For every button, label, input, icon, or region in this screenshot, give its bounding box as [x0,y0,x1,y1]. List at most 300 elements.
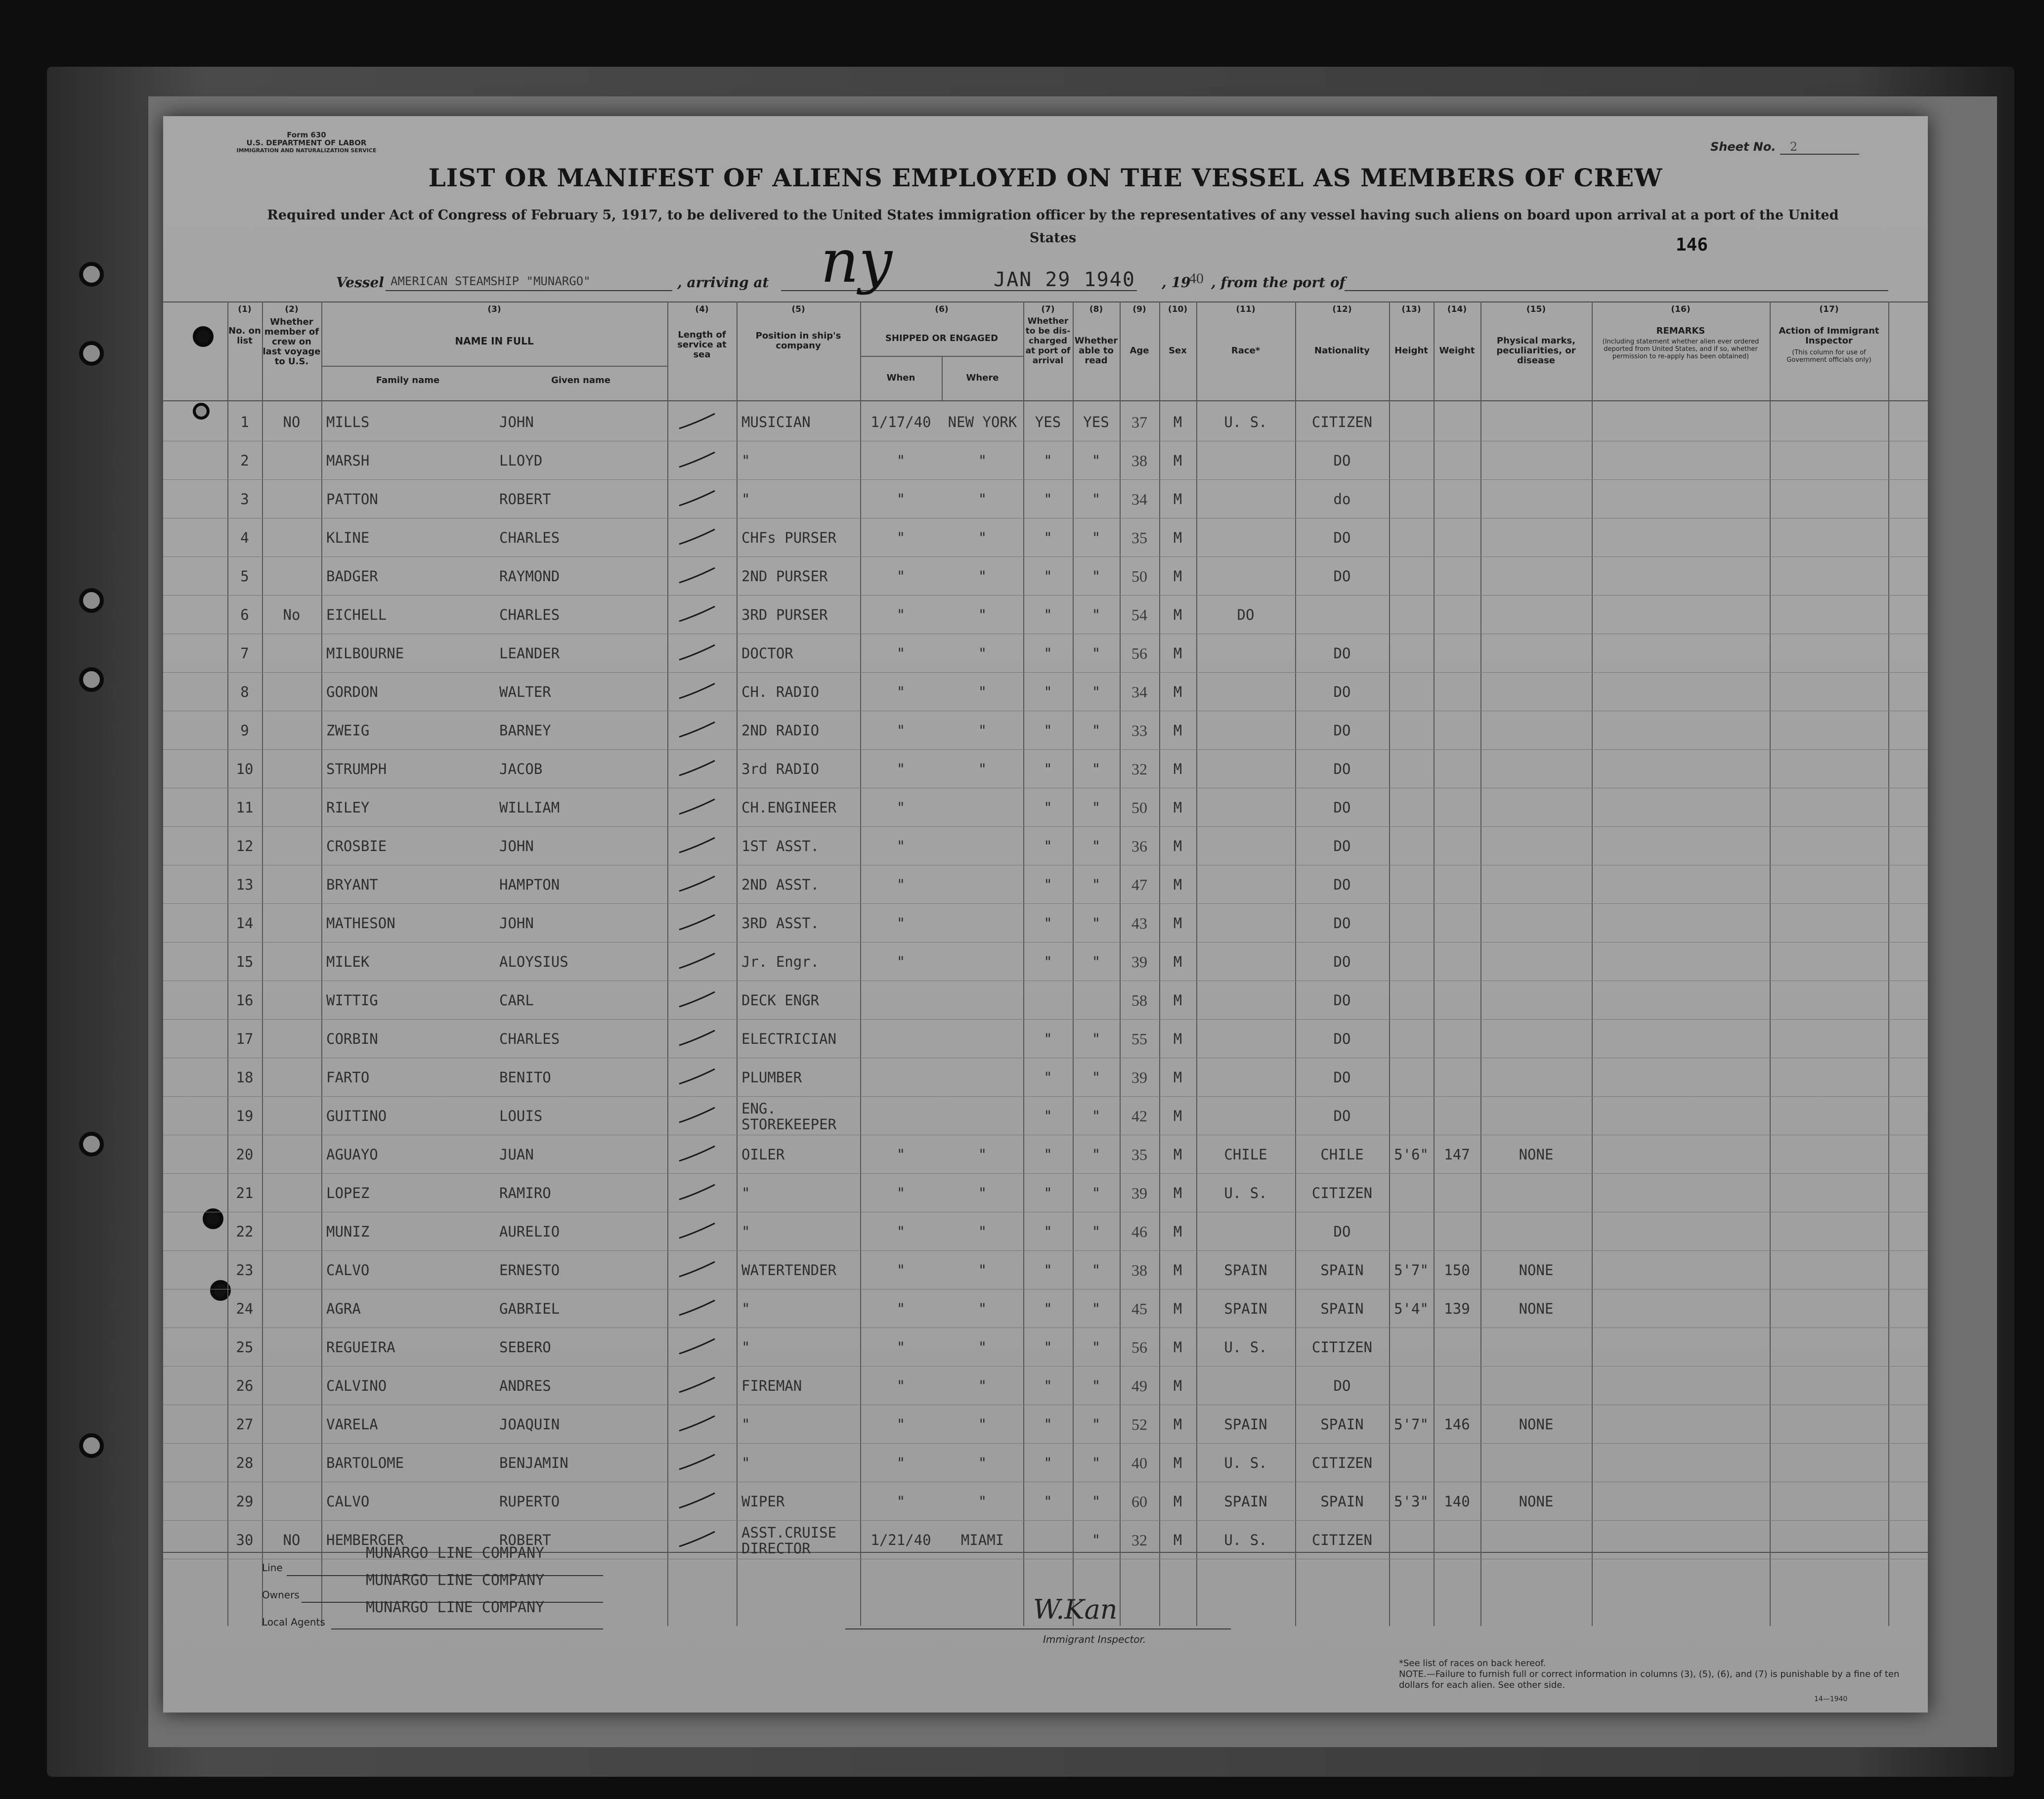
cell-given: CHARLES [499,529,560,546]
cell-nat: DO [1333,452,1351,469]
cell-where [942,788,1023,827]
cell-margin: 56 [109,1454,125,1472]
cell-no: 22 [236,1223,254,1240]
cell-phys [1480,981,1592,1020]
cell-read: " [1091,1416,1101,1433]
cell-margin: 45 [109,1030,125,1048]
cell-nat: SPAIN [1320,1493,1364,1510]
cell-age: 55 [1131,1030,1147,1048]
cell-where: " [978,1493,987,1510]
service-tick-icon [677,1183,717,1201]
cell-nat [1295,596,1389,634]
note-text: NOTE.—Failure to furnish full or correct information in columns (3), (5), (6), and (7) is punishable by a fine of ten dollars for each alien. See other side. [1399,1669,1900,1690]
cell-position: " [741,1416,750,1433]
cell-weight [1434,441,1480,480]
cell-position: ELECTRICIAN [741,1030,837,1047]
cell-member [262,1367,321,1405]
cell-position: " [741,452,750,469]
cell-read: " [1091,568,1101,585]
cell-family: MARSH [326,452,370,469]
service-tick-icon [677,951,717,970]
cell-race [1196,942,1295,981]
cell-age: 60 [1131,1493,1147,1510]
cell-family: BRYANT [326,876,378,893]
cell-sex: M [1173,529,1182,546]
cell-when [860,1058,942,1097]
cell-member: No [283,606,301,623]
cell-height [1389,788,1434,827]
cell-nat: DO [1333,915,1351,932]
cell-age: 42 [1131,1107,1147,1125]
cell-age: 45 [1131,1300,1147,1318]
service-tick-icon [677,1106,717,1124]
cell-weight [1434,942,1480,981]
col-num-14: (14) [1447,304,1467,314]
cell-disch: " [1044,1455,1052,1471]
cell-age: 54 [1131,606,1147,624]
cell-given: RAMIRO [499,1185,551,1201]
cell-member [262,1251,321,1289]
cell-sex: M [1173,992,1182,1009]
cell-no: 26 [236,1377,254,1394]
cell-margin: 140 [109,1531,132,1549]
cell-position: 2ND RADIO [741,722,820,739]
col-num-17: (17) [1819,304,1839,314]
cell-where: " [978,452,987,469]
cell-height: 5'3" [1394,1493,1429,1510]
cell-height [1389,1020,1434,1058]
cell-age: 56 [1131,1338,1147,1356]
cell-no: 19 [236,1108,254,1124]
header-age: Age [1130,345,1149,356]
stamp-number: 146 [1676,235,1708,255]
cell-where: " [978,1262,987,1279]
cell-sex: M [1173,1069,1182,1086]
cell-disch: " [1044,1108,1052,1124]
cell-race [1196,865,1295,904]
table-row [109,403,1928,441]
cell-member [262,1289,321,1328]
cell-where: " [978,1185,987,1201]
cell-height: 5'6" [1394,1146,1429,1163]
service-tick-icon [677,1260,717,1279]
cell-where: " [978,1377,987,1394]
cell-family: GORDON [326,684,378,700]
cell-margin: 33 [109,529,125,547]
cell-sex: M [1173,838,1182,855]
table-row [109,1212,1928,1251]
cell-margin: 51 [109,1261,125,1279]
cell-nat: DO [1333,1030,1351,1047]
cell-nat: DO [1333,722,1351,739]
cell-no: 2 [240,452,249,469]
cell-race [1196,981,1295,1020]
cell-weight [1434,1521,1480,1559]
cell-position: " [741,1455,750,1471]
owners-label: Owners [262,1589,300,1601]
sheet-label: Sheet No. [1710,140,1776,154]
cell-position: OILER [741,1146,785,1163]
cell-age: 37 [1131,413,1147,431]
cell-height [1389,1367,1434,1405]
header-able-read: Whether able to read [1074,336,1118,366]
cell-sex: M [1173,1146,1182,1163]
cell-age: 50 [1131,799,1147,816]
cell-race: SPAIN [1224,1416,1267,1433]
cell-member [262,1058,321,1097]
cell-family: CALVINO [326,1377,387,1394]
service-tick-icon [677,489,717,508]
header-position: Position in ship's company [755,331,841,351]
table-row [109,1328,1928,1367]
service-tick-icon [677,1221,717,1240]
cell-sex: M [1173,953,1182,970]
cell-phys [1480,1174,1592,1212]
cell-margin: 31 [109,452,125,470]
table-row [109,1289,1928,1328]
crew-table [109,301,1928,1626]
cell-where: " [978,491,987,508]
cell-race: U. S. [1224,1455,1267,1471]
cell-nat: CITIZEN [1311,1532,1373,1548]
header-discharged: Whether to be dis-charged at port of arrival [1025,316,1071,366]
table-row [109,441,1928,480]
cell-nat: DO [1333,568,1351,585]
cell-family: EICHELL [326,606,387,623]
cell-weight [1434,865,1480,904]
cell-phys [1480,1097,1592,1135]
cell-margin: 41 [109,837,125,855]
cell-phys [1480,1521,1592,1559]
cell-no: 24 [236,1300,254,1317]
table-row [109,981,1928,1020]
cell-height [1389,827,1434,865]
cell-position: 2ND ASST. [741,876,820,893]
cell-nat: DO [1333,1377,1351,1394]
cell-position: " [741,1185,750,1201]
cell-phys: NONE [1519,1493,1554,1510]
table-row [109,942,1928,981]
table-row [109,634,1928,673]
cell-nat: CHILE [1320,1146,1364,1163]
service-tick-icon [677,412,717,430]
cell-race [1196,1367,1295,1405]
service-tick-icon [677,836,717,855]
cell-disch: " [1044,491,1052,508]
cell-when: " [896,684,906,700]
binder-hole-icon [79,262,104,287]
cell-member: NO [283,1532,301,1548]
cell-weight [1434,1058,1480,1097]
cell-height [1389,441,1434,480]
form-department: U.S. DEPARTMENT OF LABOR [246,138,367,147]
cell-race: U. S. [1224,1185,1267,1201]
cell-weight: 139 [1444,1300,1470,1317]
cell-margin: 55 [109,1415,125,1433]
cell-where [942,1058,1023,1097]
cell-race [1196,1212,1295,1251]
cell-weight [1434,904,1480,942]
cell-member [262,750,321,788]
cell-where [942,1097,1023,1135]
cell-age: 35 [1131,529,1147,547]
cell-weight [1434,1097,1480,1135]
cell-disch: " [1044,761,1052,777]
cell-when: " [896,645,906,662]
document-subtitle: Required under Act of Congress of February 5, 1917, to be delivered to the United States immigration officer by the representatives of any vessel having such aliens on board upon arrival at a port of the United States [267,208,1839,246]
table-row [109,1097,1928,1135]
cell-when [860,1097,942,1135]
cell-no: 28 [236,1455,254,1471]
cell-height [1389,942,1434,981]
cell-sex: M [1173,1185,1182,1201]
cell-family: LOPEZ [326,1185,370,1201]
cell-weight [1434,596,1480,634]
cell-read: " [1091,529,1101,546]
cell-read: " [1091,953,1101,970]
cell-read: " [1091,1069,1101,1086]
cell-margin: 36 [109,644,125,662]
cell-race [1196,480,1295,518]
cell-family: WITTIG [326,992,378,1009]
cell-when: " [896,953,906,970]
cell-given: BARNEY [499,722,551,739]
cell-member [262,557,321,596]
header-remarks-note: (Including statement whether alien ever ordered deported from United States, and if so, whether permission to re-apply has been obtained) [1602,338,1759,360]
cell-height [1389,596,1434,634]
cell-weight [1434,480,1480,518]
cell-sex: M [1173,1377,1182,1394]
cell-read: " [1091,684,1101,700]
cell-age: 39 [1131,1069,1147,1086]
service-tick-icon [677,913,717,932]
cell-age: 32 [1131,760,1147,778]
cell-family: CROSBIE [326,838,387,855]
cell-where: NEW YORK [948,414,1017,430]
cell-no: 30 [236,1532,254,1548]
table-row [109,788,1928,827]
footer-note [1399,1658,1913,1691]
cell-nat: SPAIN [1320,1300,1364,1317]
cell-race: CHILE [1224,1146,1267,1163]
form-service: IMMIGRATION AND NATURALIZATION SERVICE [236,147,377,154]
cell-where: " [978,1416,987,1433]
cell-when: " [896,1185,906,1201]
cell-weight: 147 [1444,1146,1470,1163]
cell-position: DECK ENGR [741,992,820,1009]
cell-where: " [978,568,987,585]
cell-position: 3RD PURSER [741,606,828,623]
cell-read: YES [1083,414,1109,430]
cell-weight [1434,1444,1480,1482]
cell-race [1196,904,1295,942]
cell-member [262,1482,321,1521]
cell-position: PLUMBER [741,1069,802,1086]
cell-given: WALTER [499,684,551,700]
cell-margin: 54 [109,1377,125,1395]
cell-age: 46 [1131,1223,1147,1241]
form-number: Form 630 [287,130,326,139]
cell-phys [1480,788,1592,827]
cell-disch: " [1044,953,1052,970]
cell-race [1196,518,1295,557]
cell-where: " [978,1339,987,1356]
cell-phys: NONE [1519,1416,1554,1433]
service-tick-icon [677,1530,717,1548]
cell-race [1196,788,1295,827]
document-title: LIST OR MANIFEST OF ALIENS EMPLOYED ON THE VESSEL AS MEMBERS OF CREW [428,163,1663,192]
cell-age: 40 [1131,1454,1147,1472]
cell-margin: 40 [109,799,125,816]
cell-age: 39 [1131,953,1147,971]
cell-sex: M [1173,491,1182,508]
col-num-7: (7) [1041,304,1055,314]
cell-race [1196,1097,1295,1135]
cell-given: ROBERT [499,491,551,508]
cell-when: " [896,491,906,508]
cell-family: PATTON [326,491,378,508]
col-num-16: (16) [1671,304,1691,314]
cell-race [1196,441,1295,480]
cell-position: FIREMAN [741,1377,802,1394]
cell-given: WILLIAM [499,799,560,816]
cell-sex: M [1173,1223,1182,1240]
cell-family: AGRA [326,1300,361,1317]
cell-phys [1480,596,1592,634]
cell-age: 35 [1131,1146,1147,1163]
cell-phys: NONE [1519,1300,1554,1317]
cell-where [942,981,1023,1020]
cell-age: 34 [1131,683,1147,701]
cell-family: BADGER [326,568,378,585]
year-prefix: , 19 [1162,274,1191,291]
cell-weight [1434,557,1480,596]
cell-age: 50 [1131,567,1147,585]
cell-given: JUAN [499,1146,534,1163]
cell-read: " [1091,1455,1101,1471]
cell-read: " [1091,1493,1101,1510]
cell-age: 47 [1131,876,1147,894]
cell-when: " [896,606,906,623]
cell-read: " [1091,606,1101,623]
cell-nat: DO [1333,799,1351,816]
cell-when [860,1020,942,1058]
cell-position: 1ST ASST. [741,838,820,855]
note-races: *See list of races on back hereof. [1399,1658,1546,1669]
service-tick-icon [677,1028,717,1047]
table-row [109,1367,1928,1405]
service-tick-icon [677,1491,717,1510]
cell-position: CHFs PURSER [741,529,837,546]
cell-given: JACOB [499,761,543,777]
cell-no: 3 [240,491,249,508]
service-tick-icon [677,1144,717,1163]
cell-given: BENJAMIN [499,1455,568,1471]
form-identifier [222,131,391,155]
cell-when: " [896,568,906,585]
cell-when: " [896,1339,906,1356]
year-suffix: 40 [1189,270,1204,287]
table-row [109,480,1928,518]
cell-family: REGUEIRA [326,1339,395,1356]
cell-disch: " [1044,568,1052,585]
cell-disch: " [1044,1416,1052,1433]
cell-height [1389,981,1434,1020]
table-row [109,1020,1928,1058]
cell-phys [1480,827,1592,865]
header-action: Action of Immigrant Inspector [1779,326,1879,346]
cell-sex: M [1173,568,1182,585]
cell-weight: 146 [1444,1416,1470,1433]
cell-no: 27 [236,1416,254,1433]
header-race: Race* [1231,345,1261,356]
col-num-8: (8) [1089,304,1103,314]
cell-height [1389,711,1434,750]
cell-age: 34 [1131,490,1147,508]
cell-when: " [896,1493,906,1510]
col-num-13: (13) [1401,304,1421,314]
cell-position: WIPER [741,1493,785,1510]
service-tick-icon [677,797,717,816]
cell-where: " [978,761,987,777]
cell-read: " [1091,1300,1101,1317]
cell-given: ROBERT [499,1532,551,1548]
cell-weight [1434,403,1480,441]
cell-nat: SPAIN [1320,1416,1364,1433]
header-action-note: (This column for use of Government officials only) [1786,349,1871,364]
cell-sex: M [1173,915,1182,932]
table-row [109,1135,1928,1174]
header-height: Height [1394,345,1428,356]
cell-read: " [1091,491,1101,508]
cell-margin: 34 [109,567,125,585]
cell-age: 58 [1131,991,1147,1009]
cell-where: " [978,1146,987,1163]
cell-age: 52 [1131,1415,1147,1433]
cell-given: BENITO [499,1069,551,1086]
cell-sex: M [1173,1030,1182,1047]
cell-family: AGUAYO [326,1146,378,1163]
cell-no: 18 [236,1069,254,1086]
cell-position: " [741,1339,750,1356]
cell-member [262,711,321,750]
cell-disch [1023,1521,1073,1559]
cell-margin: 39 [109,760,125,778]
cell-position: 3rd RADIO [741,761,820,777]
cell-height [1389,1174,1434,1212]
cell-phys [1480,1058,1592,1097]
cell-where: " [978,684,987,700]
cell-family: STRUMPH [326,761,387,777]
table-row [109,1444,1928,1482]
header-no-on-list: No. on list [228,326,261,346]
line-label: Line [262,1562,283,1574]
cell-read: " [1091,722,1101,739]
cell-read: " [1091,452,1101,469]
cell-position: MUSICIAN [741,414,811,430]
cell-no: 13 [236,876,254,893]
cell-sex: M [1173,1300,1182,1317]
cell-given: ANDRES [499,1377,551,1394]
cell-when: " [896,529,906,546]
cell-weight [1434,750,1480,788]
cell-race: U. S. [1224,414,1267,430]
service-tick-icon [677,604,717,623]
cell-race [1196,1020,1295,1058]
cell-member [262,1097,321,1135]
cell-given: JOHN [499,915,534,932]
cell-height [1389,750,1434,788]
